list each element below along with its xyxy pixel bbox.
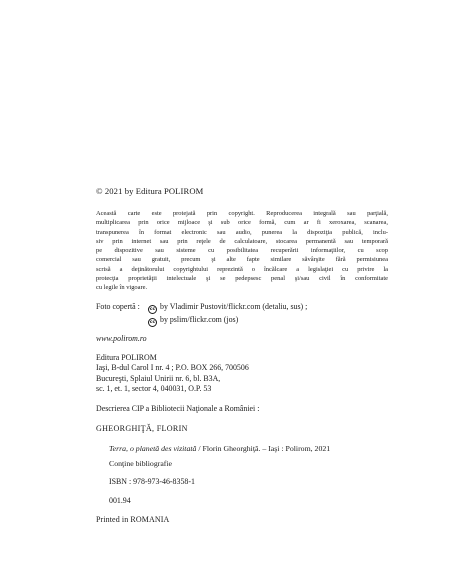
photo-credit-row — [96, 301, 386, 314]
publisher-website — [96, 334, 386, 343]
cip-author — [96, 424, 386, 433]
legal-line: comercial sau gratuit, precum şi alte fapte similare săvârşite fără permisiunea — [96, 256, 388, 264]
book-imprint: / Florin Gheorghiţă. – Iaşi : Polirom, 2021 — [196, 444, 331, 453]
classification-block — [109, 496, 399, 505]
creative-commons-icon: cc — [149, 307, 156, 312]
address-line: Iaşi, B-dul Carol I nr. 4 ; P.O. BOX 266, 700506 — [96, 363, 249, 373]
isbn-text: ISBN : 978-973-46-8358-1 — [109, 477, 195, 486]
photo-credit-1: by Vladimir Pustovit/flickr.com (detaliu, sus) ; — [160, 302, 308, 311]
legal-line: cu legile în vigoare. — [96, 284, 148, 292]
copyright-text: © 2021 by Editura POLIROM — [96, 186, 204, 196]
cip-description — [109, 442, 399, 472]
cip-heading — [96, 404, 386, 413]
photo-credit-text — [148, 301, 307, 314]
isbn-block — [109, 477, 399, 486]
cip-heading-text: Descrierea CIP a Bibliotecii Naţionale a României : — [96, 404, 260, 413]
legal-line: protecţia proprietăţii intelectuale şi se pedepsesc penal şi/sau civil în conformitate — [96, 275, 388, 283]
cip-title-line — [109, 442, 399, 457]
address-line: Editura POLIROM — [96, 353, 157, 362]
creative-commons-icon: cc — [149, 320, 156, 325]
photo-credit-spacer — [96, 314, 148, 327]
address-line: Bucureşti, Splaiul Unirii nr. 6, bl. B3A, — [96, 373, 221, 383]
book-title: Terra, o planetă des vizitată — [109, 444, 197, 453]
copyright-notice — [96, 186, 386, 196]
address-line: sc. 1, et. 1, sector 4, 040031, O.P. 53 — [96, 383, 212, 393]
publisher-address — [96, 353, 386, 394]
legal-line: Această carte este protejată prin copyright. Reproducerea integrală sau parţială, — [96, 210, 388, 217]
photo-credit-row — [96, 314, 386, 327]
website-link[interactable]: www.polirom.ro — [96, 334, 147, 343]
printed-in — [96, 515, 386, 524]
legal-line: siv prin internet sau prin reţele de calculatoare, stocarea permanentă sau temporară — [96, 237, 388, 245]
bibliography-note: Conţine bibliografie — [109, 458, 173, 468]
legal-line: pe dispozitive sau sisteme cu posibilitatea recuperării informaţiilor, cu scop — [96, 247, 388, 255]
author-name: GHEORGHIŢĂ, FLORIN — [96, 424, 188, 433]
classification-number: 001.94 — [109, 496, 131, 505]
printed-in-text: Printed in ROMANIA — [96, 515, 170, 524]
legal-notice — [96, 209, 388, 293]
photo-credit-label: Foto copertă : — [96, 302, 140, 311]
legal-line: multiplicarea prin orice mijloace şi sub orice formă, cum ar fi xeroxarea, scanarea, — [96, 219, 388, 227]
legal-line: scrisă a deţinătorului copyrightului reprezintă o încălcare a legislaţiei cu privire la — [96, 265, 388, 273]
photo-credits — [96, 301, 386, 327]
legal-line: transpunerea în format electronic sau audio, punerea la dispoziţia publică, inclu- — [96, 228, 388, 236]
photo-credit-2: by pslim/flickr.com (jos) — [160, 315, 239, 324]
photo-credit-text — [148, 314, 238, 327]
